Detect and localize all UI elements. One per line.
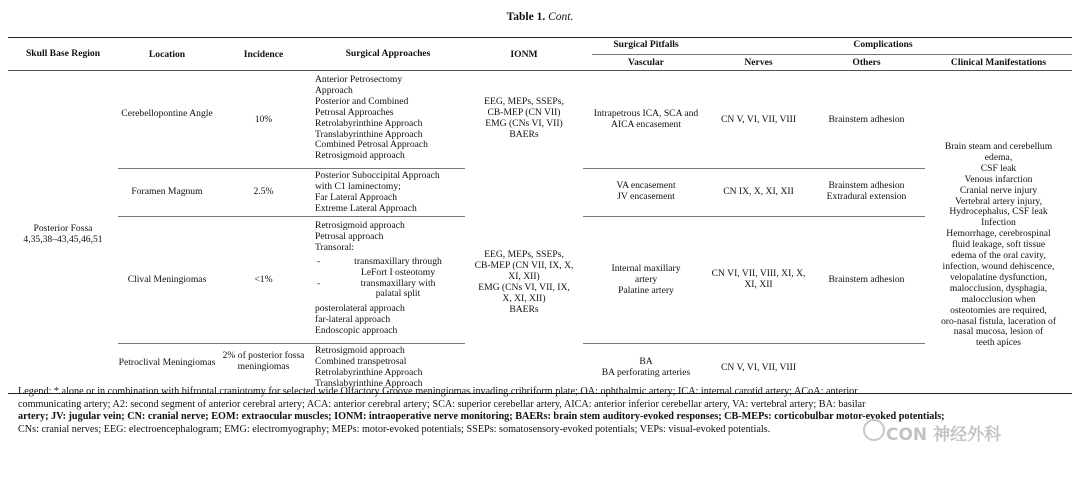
watermark: CON 神经外科 <box>886 425 1002 445</box>
approach-line: Combined transpetrosal <box>315 355 407 367</box>
approach-line: Posterior and Combined <box>315 95 409 107</box>
ionm-line: BAERs <box>509 128 539 140</box>
header-complications: Complications <box>853 39 913 50</box>
row-rule-1b <box>583 168 925 169</box>
row1-incidence: 10% <box>254 114 273 125</box>
row3-vascular: Internal maxillary artery Palatine artery <box>611 263 681 296</box>
approach-line: Retrosigmoid approach <box>315 345 405 356</box>
ionm-line: CB-MEP (CN VII) <box>487 106 561 118</box>
header-rule <box>8 70 1072 71</box>
ionm-line: CB-MEP (CN VII, IX, X, <box>474 259 574 271</box>
table-caption <box>0 11 1080 23</box>
ionm-cell-2 <box>465 250 583 315</box>
row4-approaches <box>315 346 465 390</box>
approach-line: posterolateral approach <box>315 303 405 315</box>
row-rule-3b <box>583 343 925 344</box>
row4-incidence: 2% of posterior fossa meningiomas <box>222 350 305 372</box>
row-rule-3a <box>118 343 465 344</box>
row1-location: Cerebellopontine Angle <box>121 108 213 119</box>
ionm-line: EEG, MEPs, SSEPs, <box>484 96 564 107</box>
region-refs: 4,35,38–43,45,46,51 <box>23 233 103 245</box>
approach-line: Retrolabyrinthine Approach <box>315 366 423 378</box>
approach-subitem: - transmaxillary through LeFort I osteotomy <box>317 255 442 278</box>
subheader-divider <box>592 54 1072 55</box>
row4-location: Petroclival Meningiomas <box>118 357 216 368</box>
header-others: Others <box>852 57 881 68</box>
header-nerves: Nerves <box>744 57 773 68</box>
approach-line: Petrosal Approaches <box>315 106 394 118</box>
header-pitfalls: Surgical Pitfalls <box>613 39 679 50</box>
row-rule-1a <box>118 168 465 169</box>
approach-line: Retrolabyrinthine Approach <box>315 117 423 129</box>
approach-line: Retrosigmoid approach <box>315 150 405 162</box>
approach-line: with C1 laminectomy; <box>315 180 401 192</box>
legend-line: artery; JV: jugular vein; CN: cranial nerve; EOM: extraocular muscles; IONM: intraoperative nerve monitoring; BAERs: brain stem auditory-evoked responses; CB-MEPs: corticobulbar motor-evoked potentials; <box>18 411 945 423</box>
ionm-line: EEG, MEPs, SSEPs, <box>484 249 564 260</box>
top-rule <box>8 37 1072 38</box>
row4-nerves: CN V, VI, VII, VIII <box>720 362 797 373</box>
row3-location: Clival Meningiomas <box>127 274 207 285</box>
row1-approaches <box>315 75 465 162</box>
manifestations-cell: Brain steam and cerebellum edema, CSF leak Venous infarction Cranial nerve injury Vertebral artery injury, Hydrocephalus, CSF leak Infection Hemorrhage, cerebrospinal fluid leakage, soft tissue edema of the oral cavity, infection, wound dehiscence, velopalatine dysfunction, malocclusion, dysphagia, malocclusion when osteotomies are required, oro-nasal fistula, laceration of nasal mucosa, lesion of teeth apices <box>940 141 1057 349</box>
row2-nerves: CN IX, X, XI, XII <box>723 186 794 197</box>
approach-line: far-lateral approach <box>315 314 391 326</box>
header-incidence: Incidence <box>243 49 284 60</box>
ionm-line: XI, XII) <box>508 270 540 282</box>
approach-line: Posterior Suboccipital Approach <box>315 170 440 181</box>
watermark-logo-icon <box>863 419 885 441</box>
approach-line: Petrosal approach <box>315 230 384 242</box>
row-rule-2a <box>118 216 465 217</box>
header-vascular: Vascular <box>628 57 664 68</box>
approach-line: Translabyrinthine Approach <box>315 377 423 389</box>
region-name: Posterior Fossa <box>33 223 93 234</box>
header-location: Location <box>148 49 186 60</box>
row3-nerves: CN VI, VII, VIII, XI, X, XI, XII <box>711 268 806 290</box>
row2-location: Foramen Magnum <box>131 186 203 197</box>
header-ionm: IONM <box>510 49 538 60</box>
legend-line: CNs: cranial nerves; EEG: electroencephalogram; EMG: electromyography; MEPs: motor-evoked potentials; SSEPs: somatosensory-evoked potentials; VEPs: visual-evoked potentials. <box>18 423 771 435</box>
row1-vascular: Intrapetrous ICA, SCA and AICA encasement <box>593 108 699 130</box>
legend-line: communicating artery; A2: second segment of anterior cerebral artery; ACA: anterior cerebral artery; SCA: superior cerebellar artery, AICA: anterior inferior cerebellar artery, VA: vertebral artery; BA: basilar <box>18 398 866 410</box>
header-approaches: Surgical Approaches <box>345 48 431 59</box>
approach-line: Anterior Petrosectomy <box>315 74 403 85</box>
ionm-line: X, XI, XII) <box>502 292 546 304</box>
region-cell <box>8 224 118 246</box>
row1-others: Brainstem adhesion <box>828 114 905 125</box>
approach-line: Far Lateral Approach <box>315 191 398 203</box>
ionm-line: EMG (CNs VI, VII) <box>485 117 563 129</box>
approach-subitem: - transmaxillary with palatal split <box>317 277 436 300</box>
row2-incidence: 2.5% <box>253 186 274 197</box>
ionm-line: EMG (CNs VI, VII, IX, <box>478 281 570 293</box>
row2-approaches <box>315 171 465 215</box>
row3-incidence: <1% <box>254 274 273 285</box>
approach-line: Extreme Lateral Approach <box>315 202 417 214</box>
ionm-line: BAERs <box>509 303 539 315</box>
header-manifestations: Clinical Manifestations <box>950 57 1047 68</box>
approach-line: Retrosigmoid approach <box>315 220 405 231</box>
approach-line: Approach <box>315 84 353 96</box>
approach-line: Transoral: <box>315 241 355 253</box>
row3-approaches <box>315 221 465 337</box>
legend-line: Legend: * alone or in combination with bifrontal craniotomy for selected wide Olfactory Groove meningiomas invading cribriform plate; OA: ophthalmic artery; ICA: internal carotid artery; ACoA: anterior <box>18 386 858 397</box>
approach-line: Combined Petrosal Approach <box>315 139 428 151</box>
approach-line: Translabyrinthine Approach <box>315 128 423 140</box>
approach-line: Endoscopic approach <box>315 325 398 337</box>
row4-vascular: BA BA perforating arteries <box>601 356 691 378</box>
ionm-cell-1 <box>465 97 583 141</box>
row-rule-2b <box>583 216 925 217</box>
caption-label: Table 1. <box>506 11 546 23</box>
row1-nerves: CN V, VI, VII, VIII <box>720 114 797 125</box>
row2-others: Brainstem adhesion Extradural extension <box>826 180 907 202</box>
caption-cont: Cont. <box>548 11 574 23</box>
row3-others: Brainstem adhesion <box>828 274 905 285</box>
row2-vascular: VA encasement JV encasement <box>616 180 676 202</box>
header-region: Skull Base Region <box>25 48 101 59</box>
